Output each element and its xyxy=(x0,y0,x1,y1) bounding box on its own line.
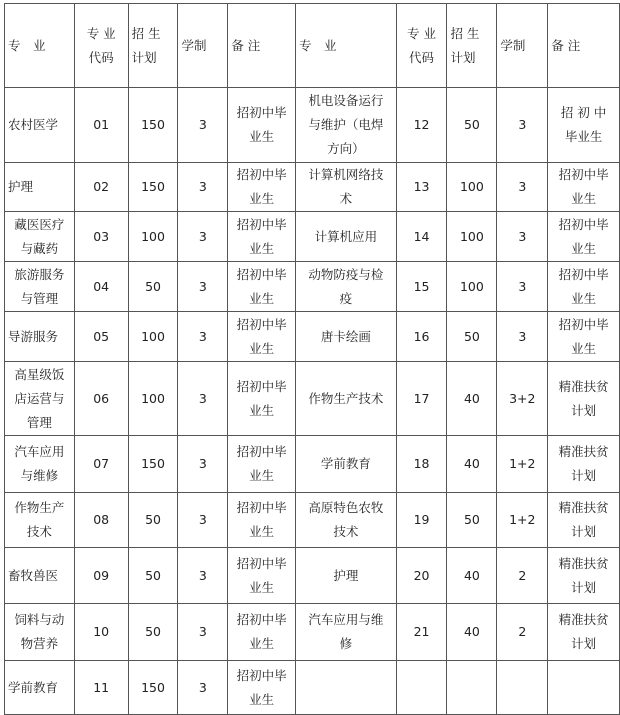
table-row xyxy=(5,661,620,715)
left-major-cell: 汽车应用 与维修 xyxy=(5,436,75,493)
left-code-cell: 07 xyxy=(74,436,128,493)
left-major-cell: 导游服务 xyxy=(5,312,75,362)
left-code-cell: 06 xyxy=(74,362,128,436)
column-header: 专 业 xyxy=(5,4,75,88)
right-plan-cell xyxy=(447,661,497,715)
left-plan-cell: 150 xyxy=(128,436,178,493)
column-header: 招 生 计划 xyxy=(447,4,497,88)
table-row xyxy=(5,312,620,362)
right-major-cell: 动物防疫与检 疫 xyxy=(296,262,397,312)
left-plan-cell: 50 xyxy=(128,262,178,312)
right-years-cell xyxy=(497,661,548,715)
left-plan-cell: 50 xyxy=(128,493,178,548)
right-plan-cell: 100 xyxy=(447,212,497,262)
left-years-cell: 3 xyxy=(178,212,228,262)
right-plan-cell: 40 xyxy=(447,362,497,436)
right-years-cell: 3+2 xyxy=(497,362,548,436)
left-plan-cell: 50 xyxy=(128,548,178,604)
right-code-cell: 18 xyxy=(396,436,447,493)
left-note-cell: 招初中毕 业生 xyxy=(228,163,296,212)
column-header: 备 注 xyxy=(228,4,296,88)
left-plan-cell: 100 xyxy=(128,362,178,436)
left-years-cell: 3 xyxy=(178,436,228,493)
right-note-cell: 精准扶贫 计划 xyxy=(548,548,620,604)
right-years-cell: 2 xyxy=(497,548,548,604)
right-major-cell: 护理 xyxy=(296,548,397,604)
column-header: 学制 xyxy=(497,4,548,88)
right-note-cell: 招 初 中 毕业生 xyxy=(548,88,620,163)
right-major-cell: 学前教育 xyxy=(296,436,397,493)
left-years-cell: 3 xyxy=(178,163,228,212)
right-years-cell: 3 xyxy=(497,212,548,262)
header-row xyxy=(5,4,620,88)
right-major-cell: 作物生产技术 xyxy=(296,362,397,436)
table-row xyxy=(5,262,620,312)
left-major-cell: 旅游服务 与管理 xyxy=(5,262,75,312)
left-years-cell: 3 xyxy=(178,88,228,163)
left-note-cell: 招初中毕 业生 xyxy=(228,262,296,312)
right-years-cell: 3 xyxy=(497,262,548,312)
right-major-cell: 计算机应用 xyxy=(296,212,397,262)
left-note-cell: 招初中毕 业生 xyxy=(228,436,296,493)
column-header: 学制 xyxy=(178,4,228,88)
right-note-cell: 招初中毕 业生 xyxy=(548,262,620,312)
table-row xyxy=(5,163,620,212)
left-years-cell: 3 xyxy=(178,312,228,362)
table-row xyxy=(5,548,620,604)
right-code-cell: 15 xyxy=(396,262,447,312)
left-note-cell: 招初中毕 业生 xyxy=(228,88,296,163)
right-major-cell xyxy=(296,661,397,715)
right-note-cell: 精准扶贫 计划 xyxy=(548,436,620,493)
left-plan-cell: 150 xyxy=(128,661,178,715)
left-major-cell: 高星级饭 店运营与 管理 xyxy=(5,362,75,436)
right-plan-cell: 50 xyxy=(447,493,497,548)
left-code-cell: 04 xyxy=(74,262,128,312)
left-code-cell: 10 xyxy=(74,604,128,661)
column-header: 备 注 xyxy=(548,4,620,88)
right-years-cell: 3 xyxy=(497,163,548,212)
right-note-cell: 招初中毕 业生 xyxy=(548,312,620,362)
left-major-cell: 藏医医疗 与藏药 xyxy=(5,212,75,262)
right-plan-cell: 40 xyxy=(447,436,497,493)
right-plan-cell: 40 xyxy=(447,548,497,604)
column-header: 专 业 代码 xyxy=(74,4,128,88)
left-plan-cell: 100 xyxy=(128,212,178,262)
table-row xyxy=(5,88,620,163)
left-code-cell: 08 xyxy=(74,493,128,548)
right-years-cell: 1+2 xyxy=(497,436,548,493)
left-code-cell: 05 xyxy=(74,312,128,362)
right-note-cell: 精准扶贫 计划 xyxy=(548,604,620,661)
left-note-cell: 招初中毕 业生 xyxy=(228,493,296,548)
left-plan-cell: 150 xyxy=(128,163,178,212)
right-major-cell: 唐卡绘画 xyxy=(296,312,397,362)
left-note-cell: 招初中毕 业生 xyxy=(228,548,296,604)
left-code-cell: 03 xyxy=(74,212,128,262)
left-note-cell: 招初中毕 业生 xyxy=(228,312,296,362)
right-code-cell: 17 xyxy=(396,362,447,436)
left-code-cell: 02 xyxy=(74,163,128,212)
right-code-cell: 19 xyxy=(396,493,447,548)
left-years-cell: 3 xyxy=(178,548,228,604)
right-code-cell: 20 xyxy=(396,548,447,604)
left-major-cell: 畜牧兽医 xyxy=(5,548,75,604)
right-plan-cell: 40 xyxy=(447,604,497,661)
right-years-cell: 2 xyxy=(497,604,548,661)
left-note-cell: 招初中毕 业生 xyxy=(228,362,296,436)
right-major-cell: 汽车应用与维 修 xyxy=(296,604,397,661)
right-code-cell: 14 xyxy=(396,212,447,262)
left-years-cell: 3 xyxy=(178,262,228,312)
left-note-cell: 招初中毕 业生 xyxy=(228,661,296,715)
left-major-cell: 农村医学 xyxy=(5,88,75,163)
right-plan-cell: 50 xyxy=(447,312,497,362)
left-major-cell: 护理 xyxy=(5,163,75,212)
right-years-cell: 3 xyxy=(497,88,548,163)
left-code-cell: 09 xyxy=(74,548,128,604)
right-major-cell: 计算机网络技 术 xyxy=(296,163,397,212)
left-major-cell: 作物生产 技术 xyxy=(5,493,75,548)
table-row xyxy=(5,604,620,661)
right-note-cell: 精准扶贫 计划 xyxy=(548,362,620,436)
right-years-cell: 3 xyxy=(497,312,548,362)
left-major-cell: 学前教育 xyxy=(5,661,75,715)
left-years-cell: 3 xyxy=(178,661,228,715)
left-code-cell: 11 xyxy=(74,661,128,715)
right-major-cell: 高原特色农牧 技术 xyxy=(296,493,397,548)
table-row xyxy=(5,362,620,436)
left-years-cell: 3 xyxy=(178,362,228,436)
table-row xyxy=(5,493,620,548)
left-plan-cell: 150 xyxy=(128,88,178,163)
left-years-cell: 3 xyxy=(178,493,228,548)
column-header: 招 生 计划 xyxy=(128,4,178,88)
table-row xyxy=(5,212,620,262)
right-note-cell: 招初中毕 业生 xyxy=(548,212,620,262)
enrollment-plan-table xyxy=(4,3,620,715)
left-major-cell: 饲料与动 物营养 xyxy=(5,604,75,661)
right-plan-cell: 50 xyxy=(447,88,497,163)
right-code-cell: 13 xyxy=(396,163,447,212)
right-years-cell: 1+2 xyxy=(497,493,548,548)
right-note-cell: 精准扶贫 计划 xyxy=(548,493,620,548)
right-major-cell: 机电设备运行 与维护（电焊 方向） xyxy=(296,88,397,163)
left-note-cell: 招初中毕 业生 xyxy=(228,604,296,661)
right-code-cell: 12 xyxy=(396,88,447,163)
right-code-cell xyxy=(396,661,447,715)
table-row xyxy=(5,436,620,493)
column-header: 专 业 xyxy=(296,4,397,88)
left-note-cell: 招初中毕 业生 xyxy=(228,212,296,262)
right-plan-cell: 100 xyxy=(447,163,497,212)
left-years-cell: 3 xyxy=(178,604,228,661)
right-plan-cell: 100 xyxy=(447,262,497,312)
left-code-cell: 01 xyxy=(74,88,128,163)
left-plan-cell: 100 xyxy=(128,312,178,362)
right-code-cell: 16 xyxy=(396,312,447,362)
right-code-cell: 21 xyxy=(396,604,447,661)
right-note-cell xyxy=(548,661,620,715)
right-note-cell: 招初中毕 业生 xyxy=(548,163,620,212)
column-header: 专 业 代码 xyxy=(396,4,447,88)
left-plan-cell: 50 xyxy=(128,604,178,661)
